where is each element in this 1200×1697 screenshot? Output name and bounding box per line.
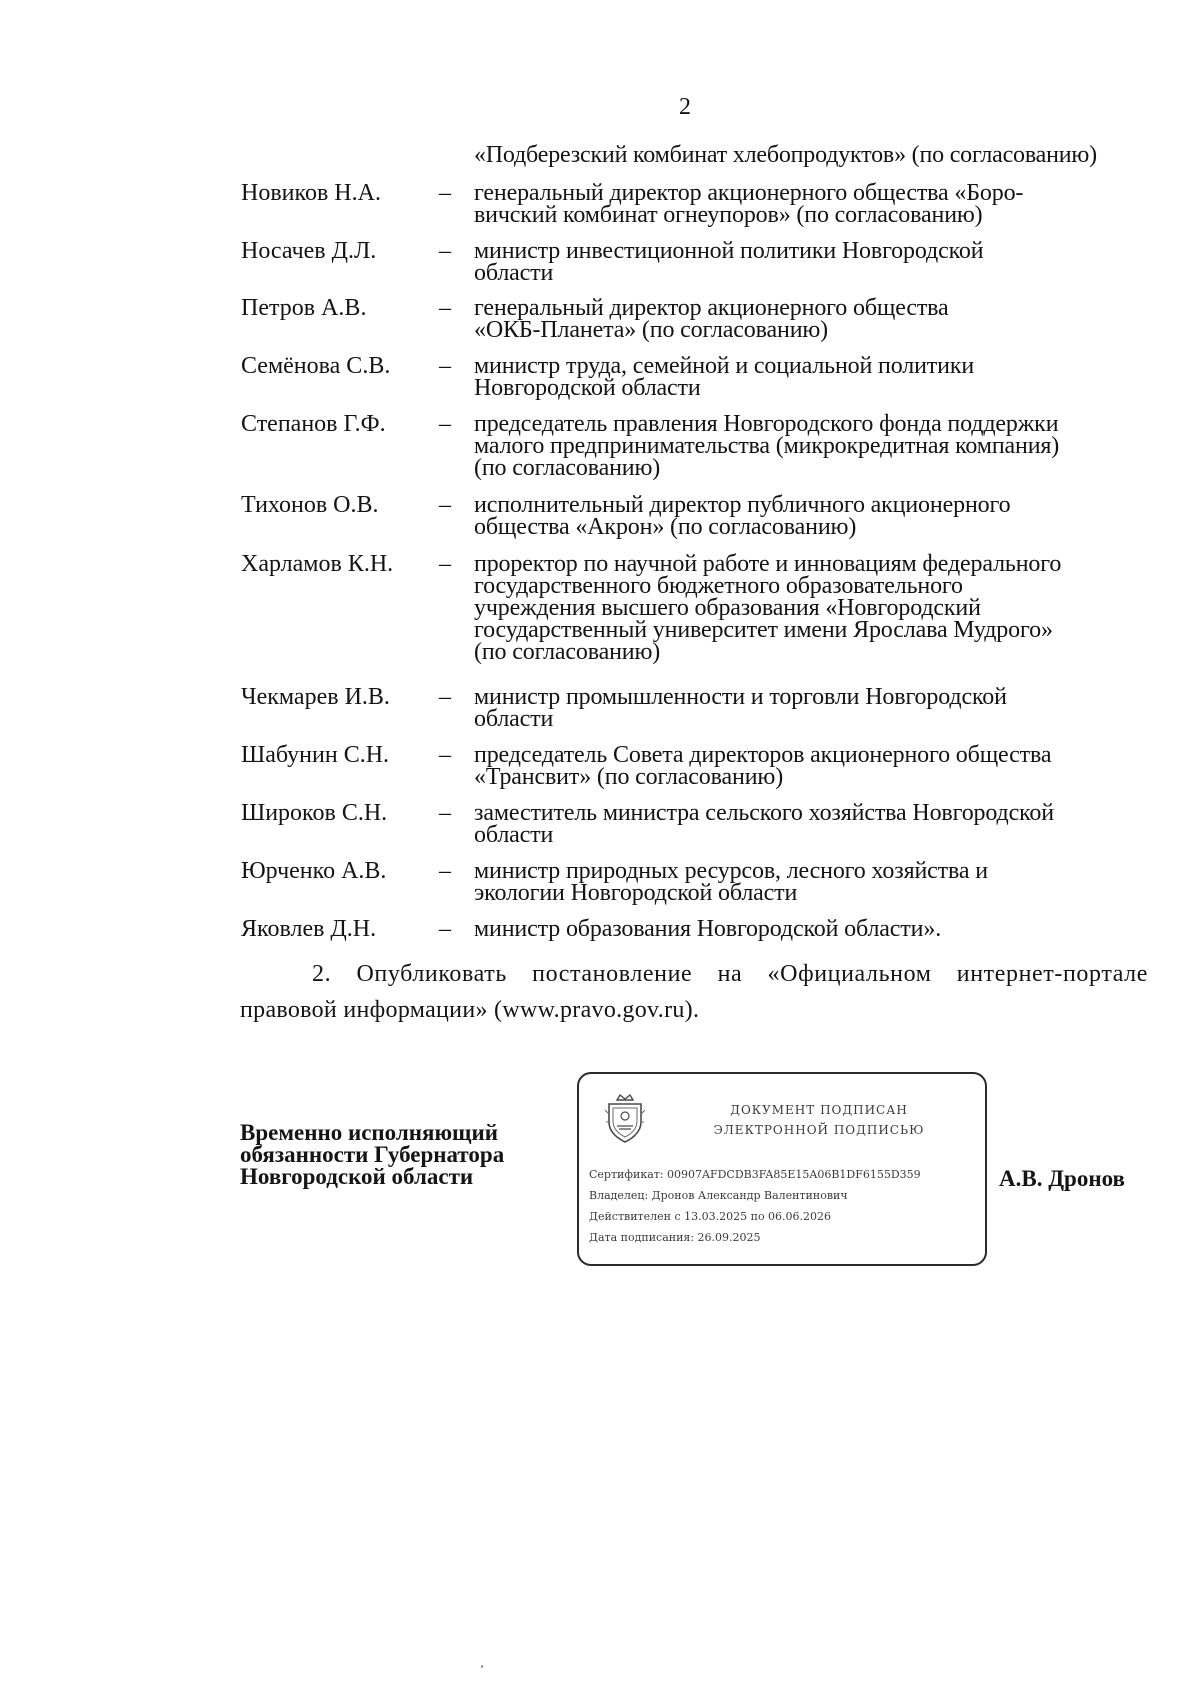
signer-name: А.В. Дронов [999,1166,1125,1191]
member-role [474,860,1134,904]
member-dash: – [439,295,451,321]
member-role-line: (по согласованию) [474,455,661,481]
stamp-heading-line: ДОКУМЕНТ ПОДПИСАН [730,1103,908,1117]
member-role-line: министр природных ресурсов, лесного хозяйства и [474,858,988,884]
member-role-line: исполнительный директор публичного акционерного [474,492,1011,518]
member-role [474,918,1134,940]
member-role-line: министр труда, семейной и социальной политики [474,353,975,379]
signer-title [240,1122,504,1188]
member-name: Семёнова С.В. [241,353,391,379]
member-role-line: «ОКБ-Планета» (по согласованию) [474,317,829,343]
member-name: Яковлев Д.Н. [241,916,377,942]
member-name: Юрченко А.В. [241,858,387,884]
stamp-certificate: Сертификат: 00907AFDCDB3FA85E15A06B1DF6155D359 [589,1168,921,1181]
member-role-line: общества «Акрон» (по согласованию) [474,514,857,540]
member-dash: – [439,551,451,577]
stamp-validity: Действителен с 13.03.2025 по 06.06.2026 [589,1210,832,1223]
member-dash: – [439,800,451,826]
member-name: Тихонов О.В. [241,492,379,518]
member-role [474,744,1134,788]
member-role-line: учреждения высшего образования «Новгородский [474,595,981,621]
member-name: Харламов К.Н. [241,551,394,577]
member-name: Носачев Д.Л. [241,238,377,264]
member-role-line: вичский комбинат огнеупоров» (по согласованию) [474,202,983,228]
member-role-line: министр образования Новгородской области». [474,916,942,942]
member-role [474,553,1134,663]
stamp-heading-line: ЭЛЕКТРОННОЙ ПОДПИСЬЮ [713,1123,925,1137]
member-role-line: проректор по научной работе и инновациям федерального [474,551,1062,577]
member-role-line: государственный университет имени Ярослава Мудрого» [474,617,1053,643]
member-role-line: генеральный директор акционерного общества [474,295,949,321]
member-dash: – [439,180,451,206]
stamp-heading [669,1100,969,1140]
member-name: Шабунин С.Н. [241,742,390,768]
member-dash: – [439,858,451,884]
publication-line-1: 2. Опубликовать постановление на «Официальном интернет-портале [312,961,1148,987]
member-name: Петров А.В. [241,295,367,321]
signer-title-line: обязанности Губернатора [240,1142,505,1167]
stamp-signed-date: Дата подписания: 26.09.2025 [589,1231,761,1244]
member-role-line: председатель правления Новгородского фонда поддержки [474,411,1059,437]
member-role-line: заместитель министра сельского хозяйства Новгородской [474,800,1054,826]
member-role-line: (по согласованию) [474,639,661,665]
member-role [474,297,1134,341]
publication-line-2: правовой информации» (www.pravo.gov.ru). [240,997,700,1023]
member-role-line: председатель Совета директоров акционерного общества [474,742,1052,768]
member-role-line: государственного бюджетного образовательного [474,573,963,599]
coat-of-arms-icon [603,1092,647,1144]
member-role-line: «Трансвит» (по согласованию) [474,764,784,790]
continuation-text: «Подберезский комбинат хлебопродуктов» (по согласованию) [474,142,1097,168]
member-name: Чекмарев И.В. [241,684,390,710]
member-role [474,686,1134,730]
member-role-line: министр инвестиционной политики Новгородской [474,238,984,264]
member-role-line: министр промышленности и торговли Новгородской [474,684,1007,710]
member-role [474,355,1134,399]
member-dash: – [439,492,451,518]
member-dash: – [439,916,451,942]
scan-speck [481,1665,483,1668]
member-dash: – [439,684,451,710]
member-role-line: области [474,822,554,848]
member-role-line: генеральный директор акционерного общества «Боро- [474,180,1024,206]
member-dash: – [439,411,451,437]
member-role-line: Новгородской области [474,375,701,401]
member-dash: – [439,742,451,768]
electronic-signature-stamp [577,1072,987,1266]
member-role-line: области [474,706,554,732]
member-role [474,240,1134,284]
member-role [474,182,1134,226]
publication-paragraph [240,956,1148,1028]
stamp-details [589,1164,921,1248]
signer-title-line: Временно исполняющий [240,1120,498,1145]
signer-title-line: Новгородской области [240,1164,474,1189]
member-role-line: малого предпринимательства (микрокредитная компания) [474,433,1060,459]
member-dash: – [439,238,451,264]
member-dash: – [439,353,451,379]
member-role [474,413,1134,479]
stamp-owner: Владелец: Дронов Александр Валентинович [589,1189,848,1202]
member-role [474,494,1134,538]
member-name: Степанов Г.Ф. [241,411,386,437]
page-number: 2 [679,94,691,120]
member-name: Новиков Н.А. [241,180,381,206]
member-role-line: экологии Новгородской области [474,880,798,906]
member-name: Широков С.Н. [241,800,388,826]
member-role [474,802,1134,846]
member-role-line: области [474,260,554,286]
